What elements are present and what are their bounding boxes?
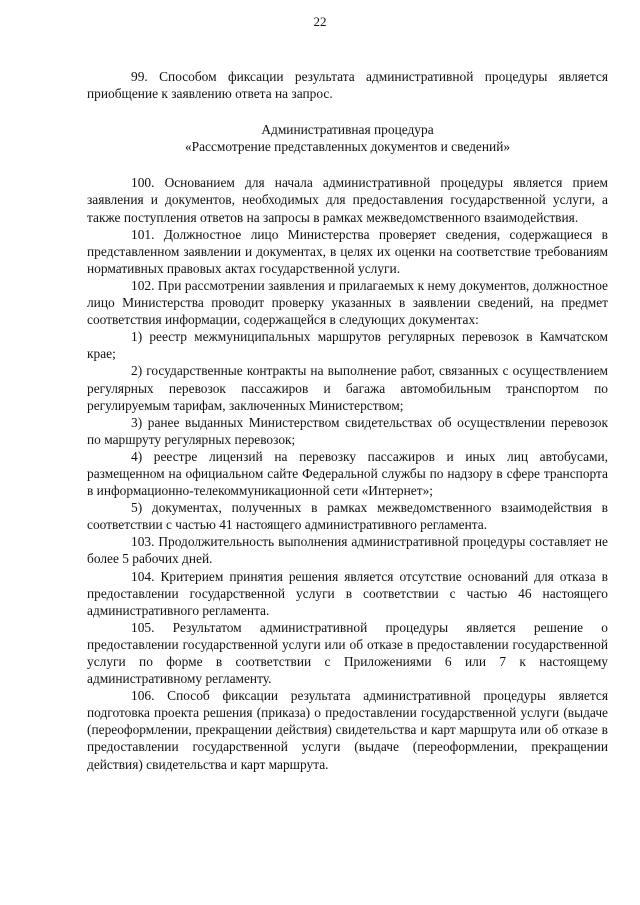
list-item-2: 2) государственные контракты на выполнение работ, связанных с осуществлением регулярных перевозок пассажиров и багажа автомобильным транспортом по регулируемым тарифам, заключенных Министерством;	[87, 363, 608, 413]
paragraph-103: 103. Продолжительность выполнения административной процедуры составляет не более 5 рабочих дней.	[87, 534, 608, 567]
paragraph-101: 101. Должностное лицо Министерства проверяет сведения, содержащиеся в представленном заявлении и документах, в целях их оценки на соответствие требованиям нормативных правовых актах государственной услуги.	[87, 226, 608, 276]
paragraph-99: 99. Способом фиксации результата административной процедуры является приобщение к заявлению ответа на запрос.	[87, 69, 608, 102]
list-item-4: 4) реестре лицензий на перевозку пассажиров и иных лиц автобусами, размещенном на официальном сайте Федеральной службы по надзору в сфере транспорта в информационно-телекоммуникационной сети «Интернет»;	[87, 448, 608, 499]
paragraph-100: 100. Основанием для начала административной процедуры является прием заявления и документов, необходимых для предоставления государственной услуги, а также поступления ответов на запросы в рамках межведомственного взаимодействия.	[87, 175, 608, 225]
list-item-5: 5) документах, полученных в рамках межведомственного взаимодействия в соответствии с частью 41 настоящего административного регламента.	[87, 500, 608, 533]
heading-line-2: «Рассмотрение представленных документов и сведений»	[184, 139, 511, 155]
paragraph-105: 105. Результатом административной процедуры является решение о предоставлении государственной услуги или об отказе в предоставлении государственной услуги по форме в соответствии с Приложениями 6 или 7 к настоящему административному регламенту.	[87, 619, 608, 687]
paragraph-102: 102. При рассмотрении заявления и прилагаемых к нему документов, должностное лицо Министерства проводит проверку указанных в заявлении сведений, на предмет соответствия информации, содержащейся в следующих документах:	[87, 277, 608, 328]
paragraph-106: 106. Способ фиксации результата административной процедуры является подготовка проекта решения (приказа) о предоставлении государственной услуги (выдаче (переоформлении, прекращении действия) свидетельства и карт маршрута или об отказе в предоставлении государственной услуги (выдаче (переоформлении, прекращении действия) свидетельства и карт маршрута.	[87, 688, 608, 772]
list-item-1: 1) реестр межмуниципальных маршрутов регулярных перевозок в Камчатском крае;	[87, 329, 608, 362]
heading-line-1: Административная процедура	[261, 122, 434, 138]
document-body	[87, 68, 608, 773]
page-number: 22	[313, 14, 327, 29]
list-item-3: 3) ранее выданных Министерством свидетельствах об осуществлении перевозок по маршруту регулярных перевозок;	[87, 414, 608, 447]
paragraph-104: 104. Критерием принятия решения является отсутствие оснований для отказа в предоставлении государственной услуги в соответствии с частью 46 настоящего административного регламента.	[87, 568, 608, 618]
section-heading	[87, 121, 608, 155]
